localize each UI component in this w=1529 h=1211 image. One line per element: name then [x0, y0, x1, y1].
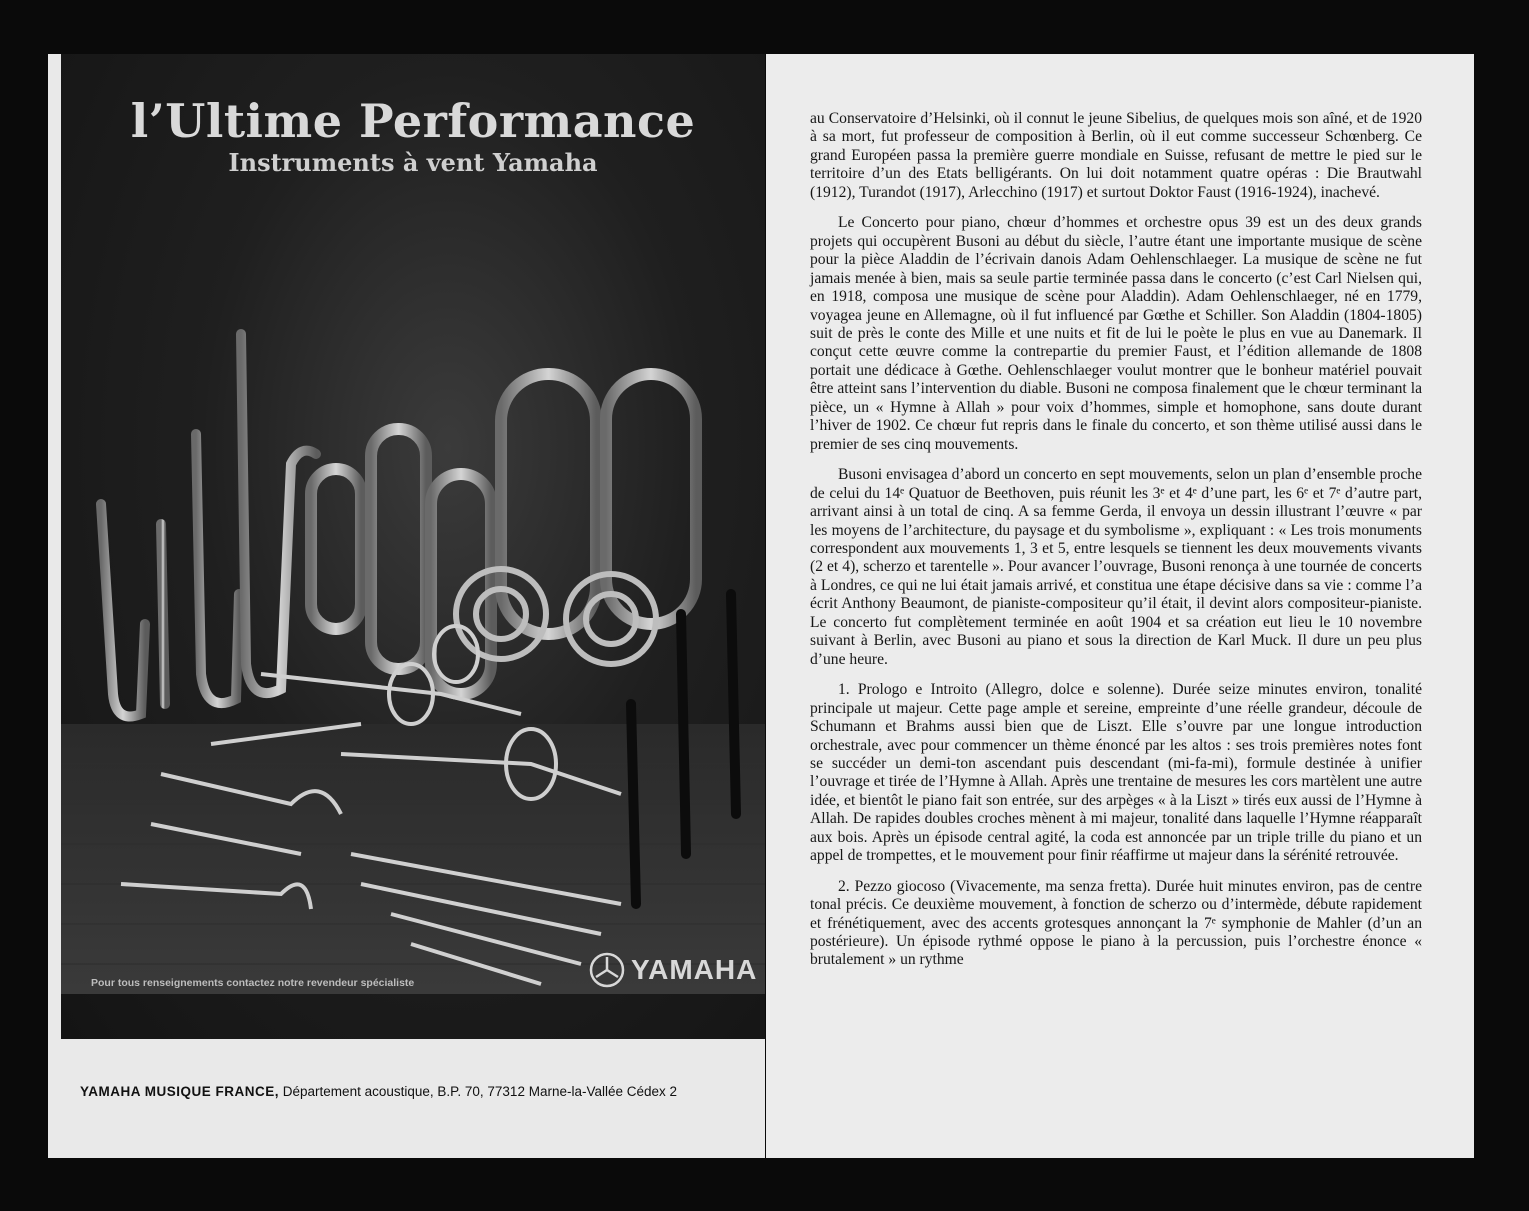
- company-address: Département acoustique, B.P. 70, 77312 Marne-la-Vallée Cédex 2: [282, 1084, 678, 1099]
- article-paragraph: au Conservatoire d’Helsinki, où il connut le jeune Sibelius, de quelques mois son aîné, et de 1920 à sa mort, fut professeur de composition à Berlin, où il eut comme successeur Schœnberg. Ce grand Européen passa la première guerre mondiale en Suisse, refusant de mettre le pied sur le territoire d’un des Etats belligérants. On lui doit notamment quatre opéras : Die Brautwahl (1912), Turandot (1917), Arlecchino (1917) et surtout Doktor Faust (1916-1924), inachevé.: [810, 110, 1422, 201]
- article-paragraph: Le Concerto pour piano, chœur d’hommes et orchestre opus 39 est un des deux grands projets qui occupèrent Busoni au début du siècle, l’autre étant une importante musique de scène pour la pièce Aladdin de l’écrivain danois Adam Oehlenschlaeger. La musique de scène ne fut jamais menée à bien, mais sa seule partie terminée passa dans le concerto (c’est Carl Nielsen qui, en 1918, composa une musique de scène pour Aladdin). Adam Oehlenschlaeger, né en 1779, voyagea jeune en Allemagne, où il fut influencé par Gœthe et Schiller. Son Aladdin (1804-1805) suit de près le conte des Mille et une nuits et fit de lui le poète le plus en vue au Danemark. Il conçut cette œuvre comme la contrepartie du premier Faust, et l’édition allemande de 1808 portait une dédicace à Gœthe. Oehlenschlaeger voulut montrer que le bonheur matériel pouvait être atteint sans l’intervention du diable. Busoni ne composa finalement que le chœur terminant la pièce, un « Hymne à Allah » pour voix d’hommes, simple et homophone, sans doute durant l’hiver de 1902. Ce chœur fut repris dans le finale du concerto, et son thème utilisé aussi dans le premier de ses cinq mouvements.: [810, 214, 1422, 453]
- ad-title: l’Ultime Performance: [130, 94, 696, 148]
- wind-instruments-illustration: [61, 294, 765, 994]
- yamaha-wordmark: YAMAHA: [631, 954, 758, 985]
- ad-photograph: [61, 54, 765, 1039]
- yamaha-logo: [589, 952, 757, 988]
- article-page: [766, 54, 1474, 1158]
- article-paragraph: Busoni envisagea d’abord un concerto en sept mouvements, selon un plan d’ensemble proche de celui du 14ᵉ Quatuor de Beethoven, puis réunit les 3ᵉ et 4ᵉ d’une part, les 6ᵉ et 7ᵉ d’autre part, arrivant ainsi à un total de cinq. A sa femme Gerda, il envoya un dessin illustrant l’œuvre « par les moyens de l’architecture, du paysage et du symbolisme », expliquant : « Les trois monuments correspondent aux mouvements 1, 3 et 5, entre lesquels se tiennent les deux mouvements vivants (2 et 4), scherzo et tarentelle ». Pour avancer l’ouvrage, Busoni renonça à une tournée de concerts à Londres, ce qui ne lui était jamais arrivé, et constitua une étape décisive dans sa vie : comme l’a écrit Anthony Beaumont, de pianiste-compositeur qu’il était, il devint alors compositeur-pianiste. Le concerto fut complètement terminée en août 1904 et sa création eut lieu le 10 novembre suivant à Berlin, avec Busoni au piano et sous la direction de Karl Muck. Il dure un peu plus d’une heure.: [810, 466, 1422, 668]
- article-paragraph: 2. Pezzo giocoso (Vivacemente, ma senza fretta). Durée huit minutes environ, pas de centre tonal précis. Ce deuxième mouvement, à fonction de scherzo ou d’intermède, débute rapidement et frénétiquement, avec des accents grotesques annonçant la 7ᵉ symphonie de Mahler (d’un an postérieure). Un épisode rythmé oppose le piano à la percussion, puis l’orchestre énonce « brutalement » un rythme: [810, 877, 1422, 969]
- company-address-line: [80, 1084, 677, 1099]
- yamaha-emblem-icon: [589, 952, 625, 988]
- company-name: YAMAHA MUSIQUE FRANCE,: [80, 1084, 280, 1099]
- saxophone-group: [101, 334, 316, 717]
- article-body: [810, 110, 1422, 982]
- tuba-group: [311, 374, 696, 694]
- ad-subtitle: Instruments à vent Yamaha: [228, 148, 598, 177]
- ad-footnote: Pour tous renseignements contactez notre revendeur spécialiste: [91, 977, 415, 989]
- article-paragraph: 1. Prologo e Introito (Allegro, dolce e solenne). Durée seize minutes environ, tonalité principale ut majeur. Cette page ample et sereine, empreinte d’une réelle grandeur, découle de Schumann et Brahms aussi bien que de Liszt. Elle s’ouvre par une longue introduction orchestrale, avec pour commencer un thème énoncé par les altos : ses trois premières notes font se succéder un demi-ton ascendant puis descendant (mi-fa-mi), formule destinée à unifier l’ouvrage et tirée de l’Hymne à Allah. Après une trentaine de mesures les cors martèlent une autre idée, et bientôt le piano fait son entrée, sur des arpèges « à la Liszt » tirés eux aussi de l’Hymne à Allah. De rapides doubles croches mènent à mi majeur, tonalité dans laquelle l’Hymne réapparaît aux bois. Après un épisode central agité, la coda est annoncée par un triple trille du piano et un appel de trompettes, et le mouvement pour finir réaffirme ut majeur dans la sérénité retrouvée.: [810, 681, 1422, 865]
- advertisement-page: [48, 54, 765, 1158]
